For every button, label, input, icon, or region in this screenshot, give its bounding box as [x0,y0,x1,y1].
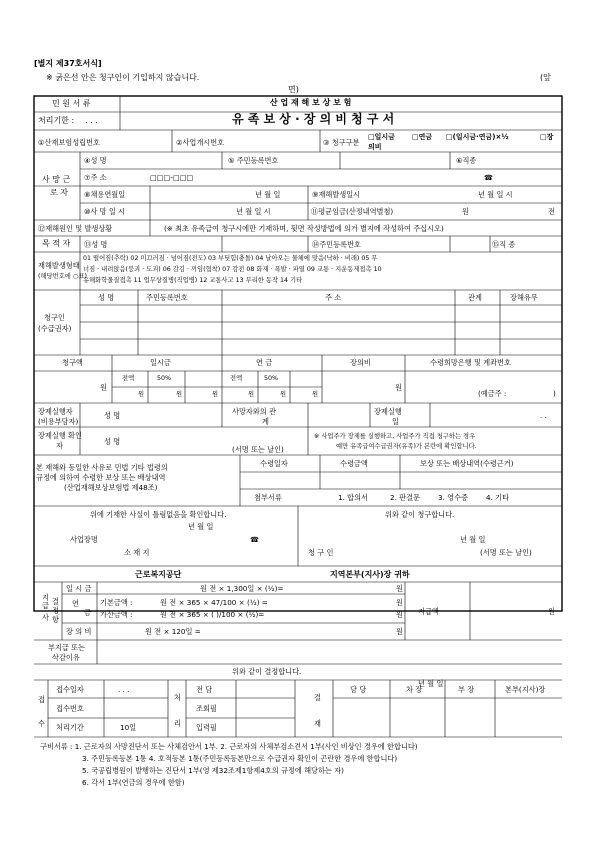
receive-date-header: 수령일자 [260,459,288,468]
receive-date-label: 접수일자 [56,685,84,694]
attach-4: 4. 기타 [486,493,510,502]
deceased-addr-label: ⑦주 소 [84,173,107,182]
decision-side-4: 정 [52,606,59,615]
deceased-label: 사 망 근 [42,175,71,184]
employer-confirm-date: 년 월 일 [188,522,214,531]
claimant-disability-header: 장해유무 [510,293,538,302]
decision-funeral-label: 장 의 비 [66,627,92,636]
claimant-sign-hint: (서명 또는 날인) [480,548,532,557]
claimant-addr-header: 주 소 [325,293,342,302]
hire-date-label: ⑧채용연월일 [84,190,126,199]
accident-type-hint: (해당번호에 ○표) [38,273,87,280]
approval-manager: 부 장 [458,685,475,694]
lump-won-2: 원 [176,391,183,398]
pension-won-3: 원 [312,391,319,398]
death-date-label: ⑩사 망 일 시 [84,207,126,216]
process-side-2: 수 [38,719,45,728]
decision-date: 년 월 일 [418,679,444,688]
office-head: 지역본부(지사)장 귀하 [330,570,410,579]
page-side-label: (앞 [540,73,551,82]
page-side-label-2: 면) [288,85,299,94]
reduce-reason-label-2: 삭감이유 [52,653,80,662]
funeral-executor-label-2: (비용부담자) [38,417,79,426]
employer-name-label: 사업장명 [70,535,98,544]
lump-half: 50% [157,375,171,382]
decision-add-formula: 원 전 × 365 × ( )/100 × (½)= [160,610,265,619]
payment-total-won: 원 [548,607,555,616]
insurance-no-label: ①산재보험성립번호 [38,138,100,147]
funeral-confirm-name: 성 명 [104,437,121,446]
funeral-confirm-label: 장제실행 확인 [38,431,82,440]
receive-no-label: 접수번호 [56,704,84,713]
decision-lump-label: 일 시 금 [66,584,92,593]
decision-basic-won: 원 [396,598,403,607]
funeral-date-dots: . . [540,411,547,420]
claim-amount-header: 청구액 [62,358,83,367]
witness-job-label: ⑮직 종 [492,240,516,249]
claim-funeral-label: 의비 [368,143,382,151]
decision-add-won: 원 [396,610,403,619]
attach-2: 2. 판결문 [390,493,420,502]
claim-half-checkbox[interactable]: □(일시금·연금)×½ [446,133,509,141]
accident-date-label: ⑨재해발생일시 [312,190,361,199]
attach-1: 1. 합의서 [338,493,368,502]
claim-pension-checkbox[interactable]: □연금 [412,133,433,141]
processing-period-label: 처리기간 [56,723,84,732]
witness-rrn-label: ⑭주민등록번호 [312,240,361,249]
staff-label: 전 담 [196,685,213,694]
decision-add-label: 가산금액 : [100,610,133,619]
deceased-rrn-label: ⑤ 주민등록번호 [228,156,279,165]
processing-period-value: 10일 [120,723,137,732]
cause-label: ⑫재해원인 및 발생상황 [38,224,113,233]
approval-deputy: 차 장 [406,685,423,694]
receive-date-dots: . . . [118,685,130,694]
employer-address-label: 소 재 지 [124,548,150,557]
office-corp: 근로복지공단 [135,570,182,579]
accident-type-line-2: 너짐 · 내려앉음(붕괴 · 도괴) 06 감김 · 끼임(협착) 07 감전 08 화재 · 폭발 · 파열 09 교통 · 지운동제접촉 10 [83,266,382,273]
attach-label: 첨부서류 [254,493,282,502]
approval-side-2: 재 [314,719,321,728]
civil-doc-label: 민 원 서 류 [52,99,91,108]
accident-date-value: 년 월 일 시 [478,190,513,199]
decision-side-2: 급 [42,601,49,610]
payment-total-label: 지급액 [418,607,439,616]
witness-label: 목 적 자 [42,239,71,248]
claimant-label-2: (수급권자) [38,324,72,333]
claim-date: 년 월 일 [460,535,486,544]
relation-label-2: 계 [262,417,269,426]
decision-basic-label: 기본금액 : [100,598,133,607]
funeral-note-2: 예만 유족급여수급권자(유족)가 본란에 확인합니다. [336,443,477,450]
claimant-sign-label: 청 구 인 [308,548,334,557]
lump-header: 일시금 [150,358,171,367]
lump-won-1: 원 [138,391,145,398]
approval-staff: 담 당 [350,685,367,694]
decision-funeral-formula: 원 전 × 120일 = [145,627,201,636]
death-date-value: 년 월 일 시 [236,207,271,216]
claimant-rrn-header: 주민등록번호 [146,293,188,302]
review-label: 조회필 [196,704,217,713]
pension-won-2: 원 [280,391,287,398]
pension-header: 연 금 [256,358,273,367]
decision-statement: 위와 같이 결정합니다. [232,667,302,676]
pension-won-1: 원 [248,391,255,398]
decision-lump-won: 원 [396,584,403,593]
decision-lump-formula: 원 전 × 1,300일 × (½)= [200,584,284,593]
funeral-date-label: 장제실행 [374,407,402,416]
lump-full: 전액 [122,375,135,382]
witness-name-label: ⑬성 명 [84,240,108,249]
approval-side-1: 결 [314,693,321,702]
decision-side-5: 사 [42,613,49,622]
claimant-name-header: 성 명 [98,293,115,302]
deadline-value: . . . [85,116,98,125]
decision-pension-label: 연 [72,599,79,608]
avg-wage-unit-2: 전 [548,207,555,216]
phone-icon: ☎ [484,173,493,182]
claim-funeral-checkbox[interactable]: □장 [540,133,554,141]
funeral-confirm-sign: (서명 또는 날인) [232,445,284,454]
deceased-job-label: ⑥직종 [456,156,477,165]
pension-full: 전액 [230,375,243,382]
deadline-label: 처리기한 : [38,116,75,125]
funeral-date-label-2: 일 [392,417,399,426]
funeral-won: 원 [395,383,402,392]
decision-side-1: 지 [42,593,49,602]
employer-phone-icon: ☎ [250,535,259,544]
claim-lump-checkbox[interactable]: □일시금 [368,133,395,141]
header-note: ※ 굵은선 안은 청구인이 기입하지 않습니다. [46,73,200,82]
deceased-label-2: 로 자 [50,188,68,197]
claimant-label: 청구인 [44,313,65,322]
postal-code-boxes[interactable]: □□□-□□□ [150,173,194,182]
claim-won: 원 [100,383,107,392]
avg-wage-unit: 원 [462,207,469,216]
business-no-label: ②사업개시번호 [176,138,225,147]
process-mid-2: 리 [174,719,181,728]
process-mid-1: 처 [174,693,181,702]
receive-amount-header: 수령금액 [340,459,368,468]
form-title: 유 족 보 상 · 장 의 비 청 구 서 [232,112,395,126]
insurance-name: 산 업 재 해 보 상 보 험 [270,98,352,107]
footer-line-4: 6. 각서 1부(연금의 경우에 한함) [82,778,185,787]
lump-won-3: 원 [212,391,219,398]
claim-type-label: ③ 청구구분 [323,138,360,147]
employer-confirm-text: 위에 기재한 사실이 틀림없음을 확인합니다. [90,510,227,519]
decision-basic-formula: 원 전 × 365 × 47/100 × (½) = [160,598,268,607]
funeral-confirm-label-2: 자 [56,441,63,450]
decision-side-3: 결 [52,597,59,606]
decision-funeral-won: 원 [396,627,403,636]
footer-line-1: 구비서류 : 1. 근로자의 사망진단서 또는 사체검안서 1부. 2. 근로자의 사체부검소견서 1부(사인 비상인 경우에 한합니다) [40,742,418,751]
claim-statement: 위와 같이 청구합니다. [385,510,455,519]
accident-type-line-1: 01 떨어짐(추락) 02 미끄러짐 · 넘어짐(전도) 03 부딪힘(충돌) 04 날아오는 물체에 맞음(낙하 · 비래) 05 무 [83,255,378,262]
attach-3: 3. 영수증 [438,493,468,502]
claimant-relation-header: 관계 [468,293,482,302]
decision-side-6: 항 [52,615,59,624]
accident-type-line-3: 유해화학물질접촉 11 업무상질병(직업병) 12 교통사고 13 무리한 동작 14 기타 [83,277,303,284]
civil-text-1: 본 재해와 동일한 사유로 민법 기타 법령의 [36,463,168,472]
depositor-label: (예금주 : [478,389,507,398]
avg-wage-label: ⑪평균임금(산정내역별첨) [311,207,394,216]
depositor-close: ) [553,389,556,398]
funeral-note-1: ※ 사업주가 장제를 실행하고, 사업주가 직접 청구하는 경우 [314,433,476,440]
reduce-reason-label: 부지급 또는 [48,643,86,652]
form-number: [별지 제37호서식] [34,59,102,68]
funeral-cost-header: 장의비 [350,358,371,367]
bank-header: 수령희망은행 및 계좌번호 [430,358,511,367]
compensation-type-header: 보상 또는 배상내역(수령근거) [420,459,514,468]
input-label: 입력필 [196,723,217,732]
cause-note: (※ 최초 유족급여 청구시에만 기재하며, 뒷면 작성방법에 의거 별지에 작성하여 주십시오) [164,224,444,233]
civil-text-3: (산업재해보상보험법 제48조) [64,483,158,492]
accident-type-label: 재해발생형태 [38,261,80,270]
hire-date-value: 년 월 일 [255,190,281,199]
civil-text-2: 규정에 의하여 수령한 보상 또는 배상내역 [36,473,166,482]
approval-director: 본부(지사)장 [505,685,546,694]
deceased-name-label: ④성 명 [84,156,107,165]
footer-line-3: 5. 국공립병원이 발행하는 진단서 1부(영 제32조제1항제4호의 규정에 해당하는 자) [82,766,344,775]
relation-label: 사망자와의 관 [232,407,276,416]
process-side-1: 접 [38,695,45,704]
footer-line-2: 3. 주민등록등본 1통 4. 호적등본 1통(주민등록등본만으로 수급권자 확인이 곤란한 경우에 한합니다) [82,754,398,763]
pension-half: 50% [264,375,278,382]
funeral-executor-name: 성 명 [104,411,121,420]
decision-pension-label-2: 금 [84,608,91,617]
funeral-executor-label: 장제실행자 [38,407,73,416]
